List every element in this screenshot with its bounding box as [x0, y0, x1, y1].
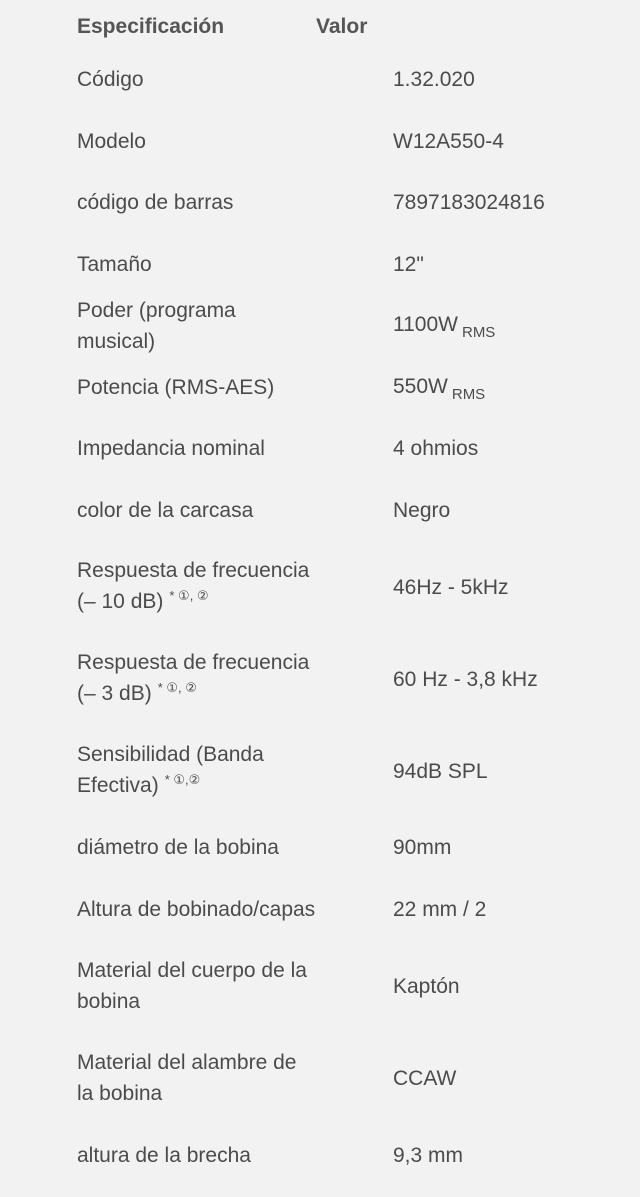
row-value: 22 mm / 2 — [393, 897, 487, 921]
table-row — [0, 1124, 640, 1186]
table-row — [0, 418, 640, 480]
row-value: W12A550-4 — [393, 129, 504, 153]
row-label: Material del cuerpo de la bobina — [77, 959, 307, 1013]
header-spec: Especificación — [77, 15, 225, 38]
row-label: diámetro de la bobina — [77, 836, 279, 860]
row-label: Tamaño — [77, 252, 152, 276]
row-label: Modelo — [77, 129, 146, 153]
row-value: 1.32.020 — [393, 68, 475, 92]
footnote-marker: * ①, ② — [169, 588, 209, 603]
row-label: Poder (programa musical) — [77, 298, 236, 353]
row-value-unit: RMS — [461, 324, 496, 342]
table-row — [0, 295, 640, 357]
table-row — [0, 49, 640, 111]
table-row — [0, 725, 640, 817]
table-row — [0, 817, 640, 879]
row-value: Kaptón — [393, 974, 460, 998]
table-row — [0, 480, 640, 542]
footnote-marker: * ①,② — [164, 772, 201, 787]
table-row — [0, 357, 640, 419]
row-label: Altura de bobinado/capas — [77, 897, 316, 921]
row-label: color de la carcasa — [77, 498, 254, 522]
table-row — [0, 234, 640, 296]
table-row — [0, 172, 640, 234]
row-label-text: Respuesta de frecuencia (– 3 dB) — [77, 651, 310, 705]
row-value: 7897183024816 — [393, 191, 545, 215]
row-label: código de barras — [77, 191, 234, 215]
row-value: 90mm — [393, 836, 452, 860]
row-label-text: Sensibilidad (Banda Efectiva) — [77, 743, 264, 797]
row-value-unit: RMS — [451, 385, 486, 403]
row-value-number: 1100W — [393, 313, 458, 337]
table-header — [0, 0, 640, 49]
row-value: 12" — [393, 252, 424, 276]
footnote-marker: * ①, ② — [157, 680, 197, 695]
row-value: Negro — [393, 498, 451, 522]
row-label: Código — [77, 68, 144, 92]
row-value — [316, 309, 640, 342]
row-value: 94dB SPL — [393, 759, 488, 783]
row-label: Material del alambre de la bobina — [77, 1051, 297, 1105]
row-value: 46Hz - 5kHz — [393, 575, 509, 599]
table-row — [0, 940, 640, 1032]
table-row — [0, 633, 640, 725]
row-value: 9,3 mm — [393, 1143, 464, 1167]
row-value: 4 ohmios — [393, 437, 479, 461]
table-row — [0, 879, 640, 941]
header-value: Valor — [316, 15, 368, 38]
row-label — [0, 647, 316, 711]
row-label: altura de la brecha — [77, 1143, 251, 1167]
row-value: CCAW — [393, 1066, 457, 1090]
table-row — [0, 1032, 640, 1124]
row-label — [0, 739, 316, 803]
row-value: 60 Hz - 3,8 kHz — [393, 667, 538, 691]
table-row — [0, 111, 640, 173]
row-label — [0, 555, 316, 619]
row-value — [316, 371, 640, 404]
row-value-number: 550W — [393, 374, 448, 398]
row-label: Impedancia nominal — [77, 437, 265, 461]
row-label: Potencia (RMS-AES) — [77, 375, 275, 399]
row-label-text: Respuesta de frecuencia (– 10 dB) — [77, 559, 310, 613]
table-row — [0, 541, 640, 633]
